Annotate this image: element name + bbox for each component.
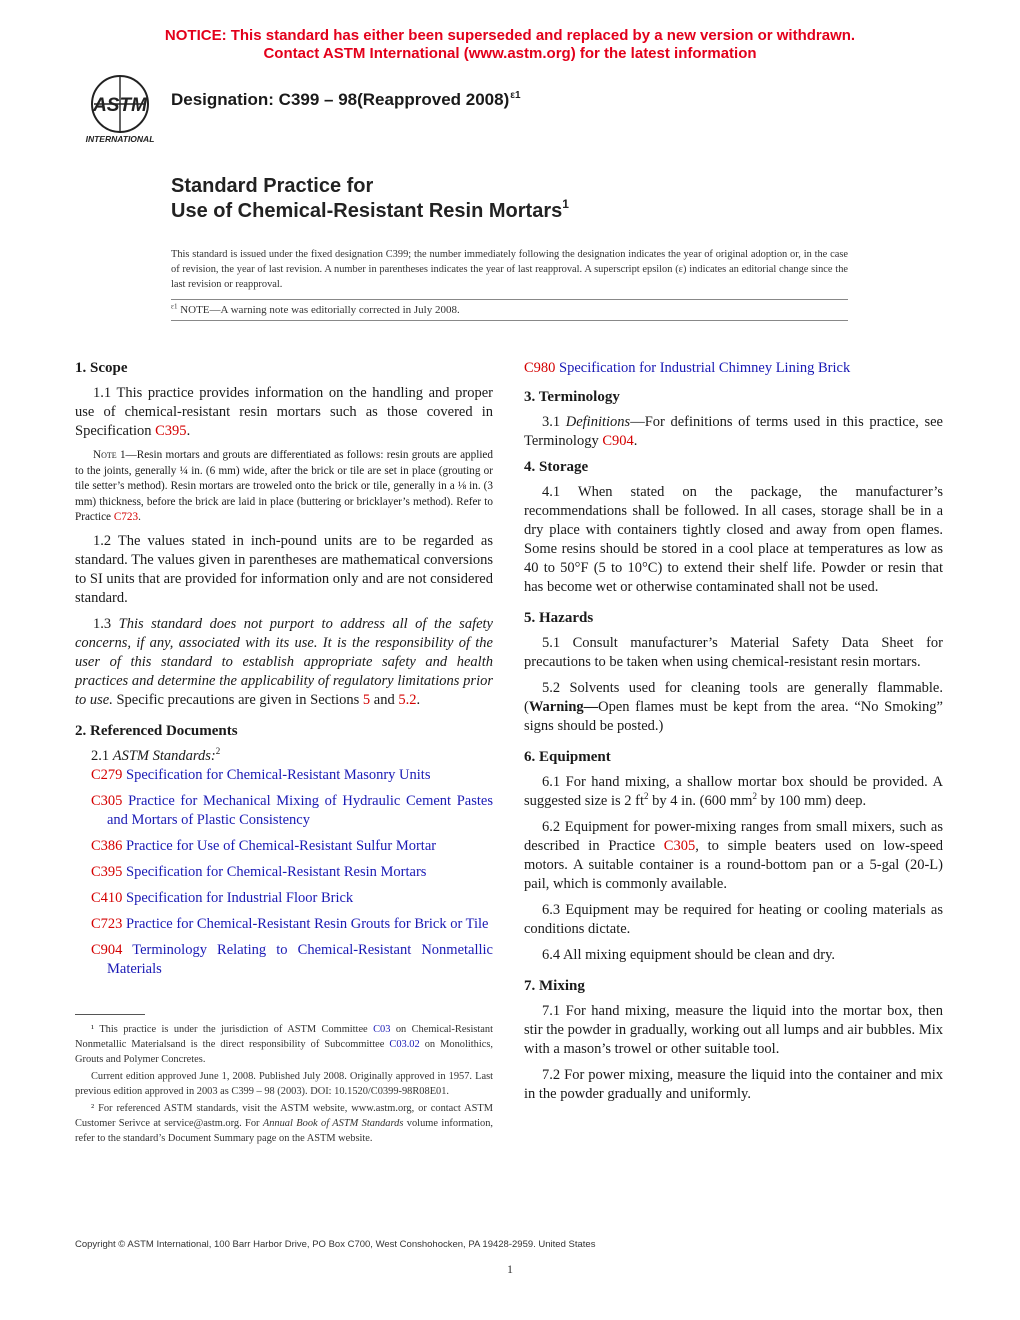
para-6-3: 6.3 Equipment may be required for heating or cooling materials as conditions dictate.: [524, 902, 943, 937]
link-c305[interactable]: C305: [663, 838, 696, 854]
notice-line-2: Contact ASTM International (www.astm.org) for the latest information: [263, 45, 757, 62]
para-4-1: 4.1 When stated on the package, the manufacturer’s recommendations shall be followed. In all cases, storage shall be in a dry place with containers tightly closed and away from open flames. Some resins should be stored in a cool place at temperatures as low as 40 to 50°F (5 to 10°C) to extend their shelf life. Powder or resin that has become wet or otherwise contaminated shall not be used.: [524, 484, 943, 595]
ref-item[interactable]: C904 Terminology Relating to Chemical-Resistant Nonmetallic Materials: [91, 941, 493, 977]
para-5-2: 5.2 Solvents used for cleaning tools are generally flammable. (Warning—Open flames must be kept from the area. “No Smoking” signs should be posted.): [524, 680, 943, 734]
left-column: [75, 359, 493, 986]
link-c723[interactable]: C723: [113, 511, 139, 523]
para-7-1: 7.1 For hand mixing, measure the liquid into the mortar box, then stir the powder in gradually, working out all lumps and air bubbles. Mix with a mason’s trowel or other suitable tool.: [524, 1003, 943, 1057]
referenced-documents-list: [75, 766, 493, 979]
section-6-heading: 6. Equipment: [524, 749, 611, 765]
document-title: [171, 174, 569, 224]
ref-item[interactable]: C980 Specification for Industrial Chimney Lining Brick: [524, 360, 851, 376]
ref-item[interactable]: C410 Specification for Industrial Floor Brick: [91, 889, 354, 906]
footnote-1-edition: Current edition approved June 1, 2008. Published July 2008. Originally approved in 1957. Last previous edition approved in 2003 as C399 – 98 (2003). DOI: 10.1520/C0399-98R08E01.: [75, 1071, 493, 1097]
ref-item[interactable]: C395 Specification for Chemical-Resistant Resin Mortars: [91, 863, 427, 880]
designation-text: Designation: C399 – 98(Reapproved 2008): [171, 90, 510, 109]
designation-epsilon: ε1: [510, 90, 521, 101]
link-section-5-2[interactable]: 5.2: [398, 691, 417, 708]
para-2-1: 2.1 ASTM Standards:$^2$: [91, 745, 221, 764]
link-c03[interactable]: C03: [373, 1024, 391, 1035]
section-5-heading: 5. Hazards: [524, 610, 594, 626]
page-number: 1: [507, 1262, 513, 1276]
notice-line-1: NOTICE: This standard has either been superseded and replaced by a new version or withdrawn.: [164, 27, 856, 44]
footnote-2: ² For referenced ASTM standards, visit the ASTM website, www.astm.org, or contact ASTM Customer Serivce at service@astm.org. For Annual Book of ASTM Standards volume information, refer to the standard’s Document Summary page on the ASTM website.: [75, 1103, 493, 1144]
title-line-2: Use of Chemical-Resistant Resin Mortars$^1$: [171, 197, 569, 222]
footnote-1: ¹ This practice is under the jurisdiction of ASTM Committee C03 on Chemical-Resistant Nonmetallic Materialsand is the direct responsibility of Subcommittee C03.02 on Monolithics, Grouts and Polymer Concretes.: [75, 1024, 493, 1065]
para-7-2: 7.2 For power mixing, measure the liquid into the container and mix in the powder gradually and uniformly.: [524, 1067, 943, 1102]
ref-item[interactable]: C279 Specification for Chemical-Resistant Masonry Units: [91, 766, 431, 783]
section-2-heading: 2. Referenced Documents: [75, 722, 238, 739]
section-3-heading: 3. Terminology: [524, 389, 620, 405]
section-4-heading: 4. Storage: [524, 459, 589, 475]
preface-text: This standard is issued under the fixed designation C399; the number immediately following the designation indicates the year of original adoption or, in the case of revision, the year of last revision. A number in parentheses indicates the year of last reapproval. A superscript epsilon (ε) indicates an editorial change since the last revision or reapproval.: [171, 249, 848, 290]
section-7-heading: 7. Mixing: [524, 978, 585, 994]
title-footnote-mark: 1: [562, 197, 569, 211]
logo-letters: ASTM: [93, 95, 147, 116]
right-column: [524, 359, 943, 1111]
footnotes: [75, 1022, 493, 1148]
divider: [171, 299, 848, 300]
link-section-5[interactable]: 5: [362, 691, 371, 708]
para-6-2: 6.2 Equipment for power-mixing ranges from small mixers, such as described in Practice C305, to simple beaters used on low-speed motors. A suitable container is a round-bottom pan or a 5-gal (20-L) pail, which is commonly available.: [524, 819, 943, 892]
para-1-3: 1.3 This standard does not purport to address all of the safety concerns, if any, associated with its use. It is the responsibility of the user of this standard to establish appropriate safety and health practices and determine the applicability of regulatory limitations prior to use. Specific precautions are given in Sections 5 and 5.2.: [75, 615, 493, 708]
epsilon-note: $^{\varepsilon 1}$ NOTE—A warning note was editorially corrected in July 2008.: [171, 302, 460, 316]
link-c904[interactable]: C904: [602, 433, 634, 449]
divider: [171, 320, 848, 321]
section-1-heading: 1. Scope: [75, 360, 128, 376]
para-5-1: 5.1 Consult manufacturer’s Material Safety Data Sheet for precautions to be taken when using chemical-resistant resin mortars.: [524, 635, 943, 670]
para-6-1: 6.1 For hand mixing, a shallow mortar box should be provided. A suggested size is 2 $ft^2$ by 4 in. (600 $mm^2$ by 100 mm) deep.: [524, 774, 943, 809]
para-1-2: 1.2 The values stated in inch-pound units are to be regarded as standard. The values given in parentheses are mathematical conversions to SI units that are provided for information only and are not considered standard.: [75, 532, 493, 606]
copyright-line: Copyright © ASTM International, 100 Barr Harbor Drive, PO Box C700, West Conshohocken, PA 19428-2959. United States: [75, 1239, 596, 1250]
para-3-1: 3.1 Definitions—For definitions of terms used in this practice, see Terminology C904.: [524, 414, 943, 449]
footnote-divider: [75, 1014, 145, 1015]
ref-item[interactable]: C386 Practice for Use of Chemical-Resistant Sulfur Mortar: [91, 837, 437, 854]
title-line-1: Standard Practice for: [171, 175, 374, 197]
withdrawal-notice: [0, 27, 1020, 63]
note-1: Note 1—Resin mortars and grouts are differentiated as follows: resin grouts are applied to the joints, generally ¼ in. (6 mm) wide, after the brick or tile are set in place (grouting or tile setter’s method). Resin mortars are troweled onto the brick or tile, generally in a ⅛ in. (3 mm) thickness, before the brick are laid in place (buttering or bricklayer’s method). Refer to Practice C723.: [75, 449, 493, 523]
link-c395[interactable]: C395: [155, 423, 187, 439]
astm-logo: [74, 74, 166, 146]
para-6-4: 6.4 All mixing equipment should be clean and dry.: [542, 947, 836, 963]
ref-item[interactable]: C723 Practice for Chemical-Resistant Resin Grouts for Brick or Tile: [91, 915, 489, 932]
logo-subtitle: INTERNATIONAL: [85, 134, 155, 144]
para-1-1: 1.1 This practice provides information on the handling and proper use of chemical-resistant resin mortars such as those covered in Specification C395.: [75, 385, 493, 439]
link-c03-02[interactable]: C03.02: [389, 1039, 420, 1050]
designation: [171, 90, 521, 110]
ref-item[interactable]: C305 Practice for Mechanical Mixing of Hydraulic Cement Pastes and Mortars of Plastic Consistency: [91, 792, 493, 828]
